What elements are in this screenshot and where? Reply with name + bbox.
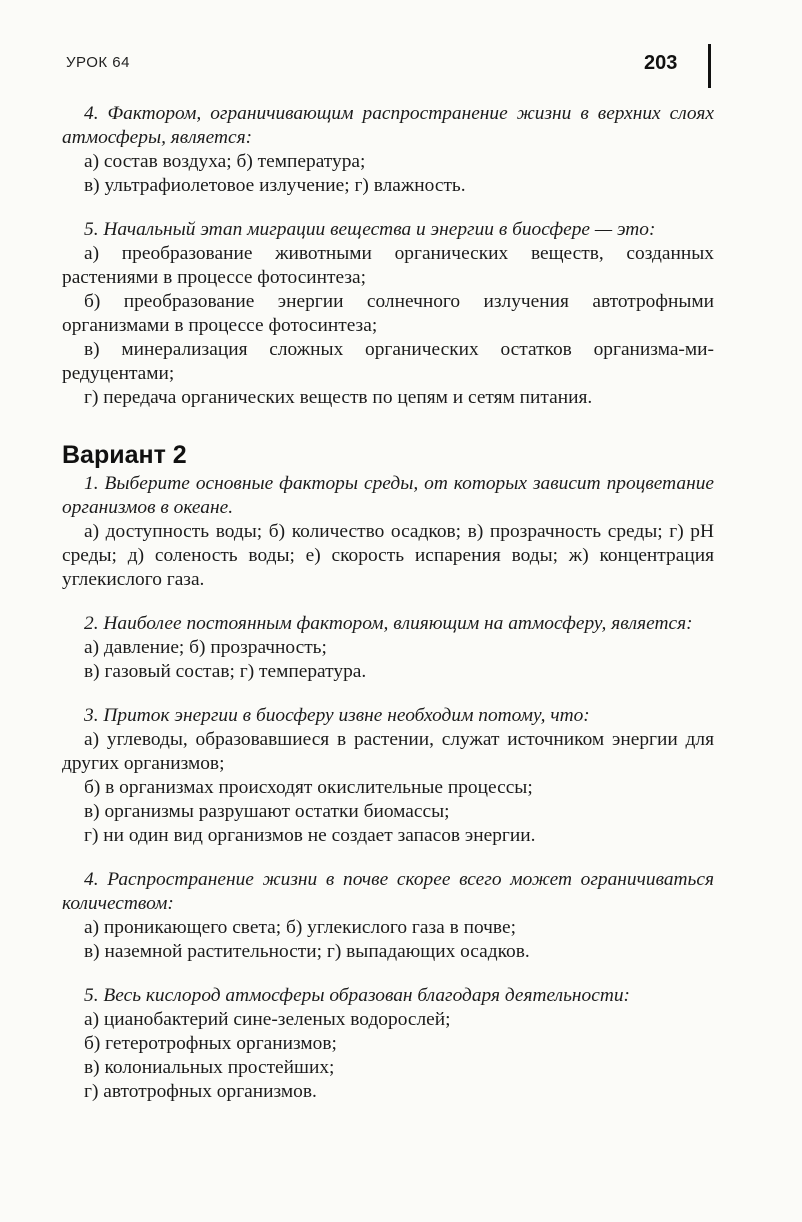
question-text: 3. Приток энергии в биосферу извне необходим потому, что: [84,705,590,726]
question-text: 5. Начальный этап миграции вещества и энергии в биосфере — это: [84,219,656,240]
answer-option: в) ультрафиолетовое излучение; г) влажность. [84,175,466,196]
answer-option: б) в организмах происходят окислительные процессы; [84,777,533,798]
answer-option: г) передача органических веществ по цепям и сетям питания. [84,387,593,408]
answer-option: в) наземной растительности; г) выпадающих осадков. [84,941,530,962]
page-content [62,102,714,1124]
answer-option: а) доступность воды; б) количество осадков; в) прозрачность среды; г) pH среды; д) соленость воды; е) скорость испарения воды; ж) концентрация углекислого газа. [62,521,714,590]
question-block [62,102,714,198]
answer-option: в) организмы разрушают остатки биомассы; [84,801,450,822]
variant-heading: Вариант 2 [62,441,187,469]
answer-option: а) проникающего света; б) углекислого газа в почве; [84,917,516,938]
answer-option: а) углеводы, образовавшиеся в растении, служат источником энергии для других организмов; [62,729,714,774]
answer-option: г) автотрофных организмов. [84,1081,317,1102]
answer-option: г) ни один вид организмов не создает запасов энергии. [84,825,536,846]
question-block [62,984,714,1104]
answer-option: а) преобразование животными органических веществ, созданных растениями в процессе фотосинтеза; [62,243,714,288]
answer-option: а) состав воздуха; б) температура; [84,151,366,172]
lesson-header: УРОК 64 [66,54,130,71]
header-divider [708,44,711,88]
question-text: 5. Весь кислород атмосферы образован благодаря деятельности: [84,985,631,1006]
question-text: 4. Распространение жизни в почве скорее всего может ограничиваться количеством: [62,869,714,914]
question-text: 4. Фактором, ограничивающим распространение жизни в верхних слоях атмосферы, является: [62,103,714,148]
question-block [62,868,714,964]
answer-option: в) колониальных простейших; [84,1057,335,1078]
answer-option: б) гетеротрофных организмов; [84,1033,337,1054]
question-block [62,218,714,410]
question-text: 2. Наиболее постоянным фактором, влияющим на атмосферу, является: [84,613,693,634]
question-block [62,472,714,592]
answer-option: а) давление; б) прозрачность; [84,637,327,658]
answer-option: а) цианобактерий сине-зеленых водорослей; [84,1009,451,1030]
answer-option: б) преобразование энергии солнечного излучения автотрофными организмами в процессе фотосинтеза; [62,291,714,336]
question-block [62,704,714,848]
question-text: 1. Выберите основные факторы среды, от которых зависит процветание организмов в океане. [62,473,714,518]
page-number: 203 [644,52,678,74]
answer-option: в) газовый состав; г) температура. [84,661,367,682]
question-block [62,612,714,684]
answer-option: в) минерализация сложных органических остатков организма-ми-редуцентами; [62,339,714,384]
